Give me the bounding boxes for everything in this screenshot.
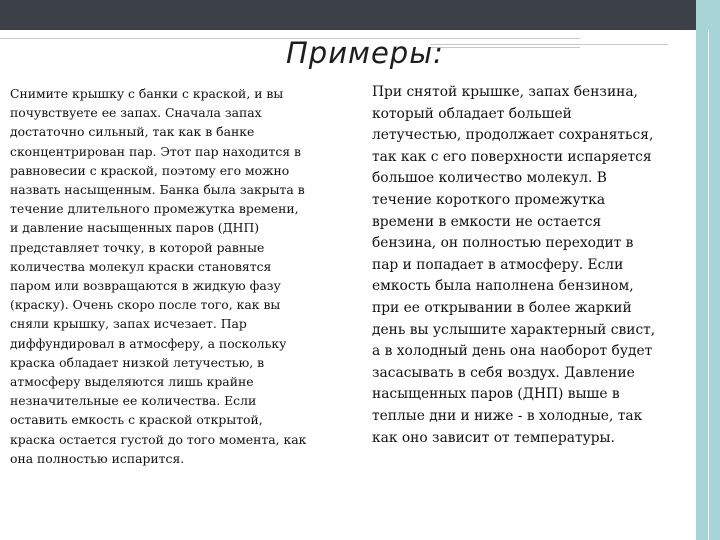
corner-accent [696, 0, 720, 30]
top-bar [0, 0, 696, 30]
title-divider-right-secondary [430, 47, 580, 48]
slide-title: Примеры: [286, 36, 444, 70]
right-bar-divider [708, 30, 709, 540]
right-column-text: При снятой крышке, запах бензина, который обладает большей летучестью, продолжает сохраняться, так как с его поверхности испаряется большое количество молекул. В течение короткого промежутка времени в емкости не остается бензина, он полностью переходит в пар и попадает в атмосферу. Если емкость была наполнена бензином, при ее открывании в более жаркий день вы услышите характерный свист, а в холодный день она наоборот будет засасывать в себя воздух. Давление насыщенных паров (ДНП) выше в теплые дни и ниже - в холодные, так как оно зависит от температуры. [372, 84, 656, 446]
left-column-text: Снимите крышку с банки с краской, и вы почувствуете ее запах. Сначала запах достаточно сильный, так как в банке сконцентрирован пар. Этот пар находится в равновесии с краской, поэтому его можно назвать насыщенным. Банка была закрыта в течение длительного промежутка времени, и давление насыщенных паров (ДНП) представляет точку, в которой равные количества молекул краски становятся паром или возвращаются в жидкую фазу (краску). Очень скоро после того, как вы сняли крышку, запах исчезает. Пар диффундировал в атмосферу, а поскольку краска обладает низкой летучестью, в атмосферу выделяются лишь крайне незначительные ее количества. Если оставить емкость с краской открытой, краска остается густой до того момента, как она полностью испарится. [10, 86, 307, 466]
title-divider-right [430, 44, 668, 45]
